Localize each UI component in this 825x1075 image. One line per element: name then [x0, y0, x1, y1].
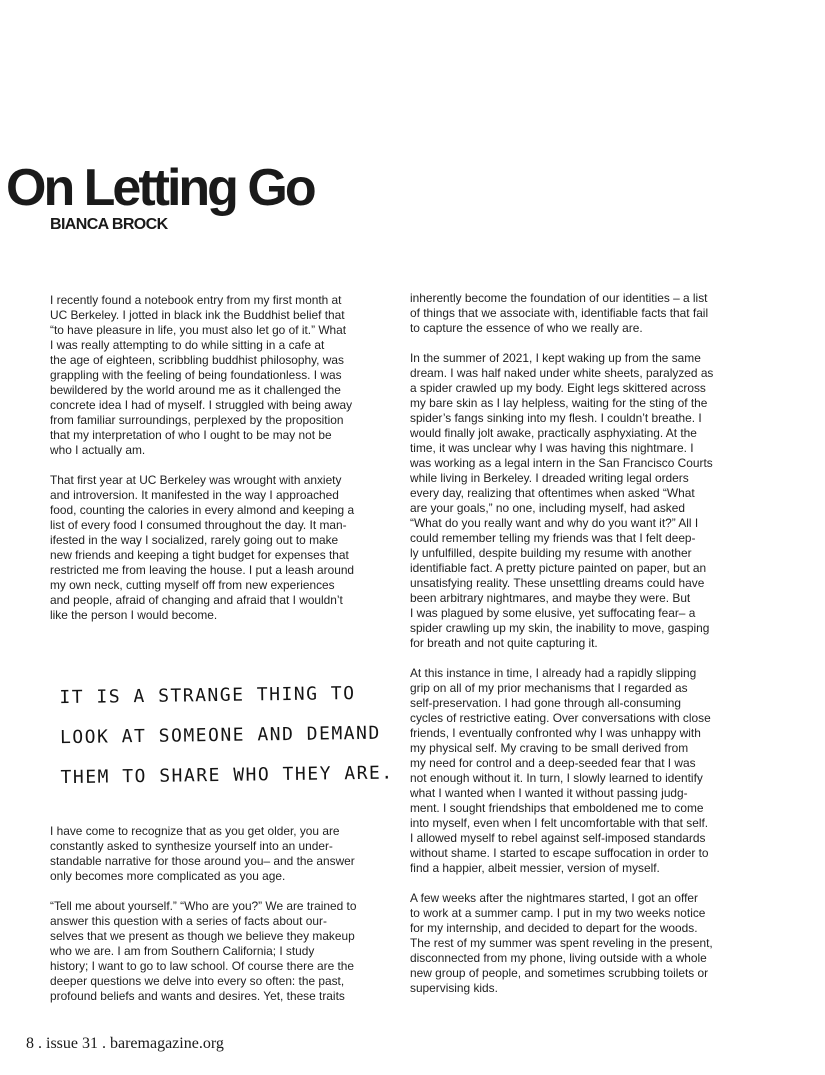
- text-line: A few weeks after the nightmares started, I got an offer: [410, 891, 698, 905]
- text-line: for breath and not quite capturing it.: [410, 636, 598, 650]
- text-line: I have come to recognize that as you get older, you are: [50, 824, 340, 838]
- text-line: time, it was unclear why I was having this nightmare. I: [410, 441, 694, 455]
- text-line: UC Berkeley. I jotted in black ink the Buddhist belief that: [50, 308, 345, 322]
- text-line: my bare skin as I lay helpless, waiting for the sting of the: [410, 396, 708, 410]
- paragraph-gap: [50, 884, 370, 899]
- text-line: new group of people, and sometimes scrubbing toilets or: [410, 966, 709, 980]
- text-line: to capture the essence of who we really are.: [410, 321, 643, 335]
- text-line: constantly asked to synthesize yourself into an under-: [50, 839, 333, 853]
- text-line: been arbitrary nightmares, and maybe they were. But: [410, 591, 691, 605]
- text-line: At this instance in time, I already had a rapidly slipping: [410, 666, 697, 680]
- text-line: dream. I was half naked under white sheets, paralyzed as: [410, 366, 714, 380]
- text-line: to work at a summer camp. I put in my two weeks notice: [410, 906, 706, 920]
- text-line: new friends and keeping a tight budget for expenses that: [50, 548, 349, 562]
- text-line: disconnected from my phone, living outside with a whole: [410, 951, 707, 965]
- text-line: I was really attempting to do while sitting in a cafe at: [50, 338, 325, 352]
- text-line: without shame. I started to escape suffocation in order to: [410, 846, 709, 860]
- text-line: of things that we associate with, identifiable facts that fail: [410, 306, 709, 320]
- left-column-lower: [50, 824, 370, 1004]
- text-line: history; I want to go to law school. Of course there are the: [50, 959, 355, 973]
- text-line: a spider crawled up my body. Eight legs skittered across: [410, 381, 706, 395]
- text-line: and people, afraid of changing and afraid that I wouldn’t: [50, 593, 343, 607]
- article-title: On Letting Go: [6, 159, 314, 217]
- text-line: bewildered by the world around me as it challenged the: [50, 383, 341, 397]
- text-line: the age of eighteen, scribbling buddhist philosophy, was: [50, 353, 344, 367]
- text-line: cycles of restrictive eating. Over conversations with close: [410, 711, 711, 725]
- text-line: could remember telling my friends was that I felt deep-: [410, 531, 696, 545]
- text-line: ly unfulfilled, despite building my resume with another: [410, 546, 692, 560]
- text-line: my need for control and a deep-seeded fear that I was: [410, 756, 696, 770]
- text-line: only becomes more complicated as you age.: [50, 869, 286, 883]
- text-line: spider’s fangs sinking into my flesh. I couldn’t breathe. I: [410, 411, 702, 425]
- quote-line: IT IS A STRANGE THING TO: [59, 683, 356, 709]
- text-line: like the person I would become.: [50, 608, 218, 622]
- text-line: not enough without it. In turn, I slowly learned to identify: [410, 771, 703, 785]
- text-line: profound beliefs and wants and desires. Yet, these traits: [50, 989, 345, 1003]
- text-line: “to have pleasure in life, you must also let go of it.” What: [50, 323, 347, 337]
- text-line: who we are. I am from Southern California; I study: [50, 944, 315, 958]
- text-line: inherently become the foundation of our identities – a list: [410, 291, 708, 305]
- paragraph-gap: [50, 458, 370, 473]
- text-line: find a happier, albeit messier, version of myself.: [410, 861, 660, 875]
- text-line: The rest of my summer was spent reveling in the present,: [410, 936, 713, 950]
- paragraph-gap: [410, 876, 730, 891]
- text-line: while living in Berkeley. I dreaded writing legal orders: [410, 471, 689, 485]
- text-line: identifiable fact. A pretty picture painted on paper, but an: [410, 561, 707, 575]
- text-line: answer this question with a series of facts about our-: [50, 914, 327, 928]
- text-line: I recently found a notebook entry from my first month at: [50, 293, 342, 307]
- quote-line: LOOK AT SOMEONE AND DEMAND: [59, 722, 381, 749]
- text-line: “What do you really want and why do you want it?” All I: [410, 516, 699, 530]
- text-line: friends, I eventually confronted why I was unhappy with: [410, 726, 701, 740]
- text-line: from familiar surroundings, perplexed by the proposition: [50, 413, 344, 427]
- text-line: that my interpretation of who I ought to be may not be: [50, 428, 332, 442]
- text-line: list of every food I consumed throughout the day. It man-: [50, 518, 347, 532]
- paragraph-gap: [410, 336, 730, 351]
- article-author: BIANCA BROCK: [50, 216, 168, 233]
- handwritten-pull-quote: [59, 674, 394, 798]
- text-line: into myself, even when I felt uncomfortable with that self.: [410, 816, 709, 830]
- text-line: “Tell me about yourself.” “Who are you?” We are trained to: [50, 899, 357, 913]
- text-line: grip on all of my prior mechanisms that I regarded as: [410, 681, 688, 695]
- text-line: would finally jolt awake, practically asphyxiating. At the: [410, 426, 697, 440]
- left-column-upper: [50, 293, 370, 623]
- text-line: supervising kids.: [410, 981, 498, 995]
- text-line: unsatisfying reality. These unsettling dreams could have: [410, 576, 705, 590]
- text-line: ifested in the way I socialized, rarely going out to make: [50, 533, 339, 547]
- text-line: ment. I sought friendships that emboldened me to come: [410, 801, 704, 815]
- text-line: who I actually am.: [50, 443, 146, 457]
- page-footer: 8 . issue 31 . baremagazine.org: [26, 1035, 224, 1052]
- text-line: what I wanted when I wanted it without passing judg-: [410, 786, 688, 800]
- text-line: my own neck, cutting myself off from new experiences: [50, 578, 335, 592]
- text-line: selves that we present as though we believe they makeup: [50, 929, 355, 943]
- text-line: In the summer of 2021, I kept waking up from the same: [410, 351, 701, 365]
- quote-line: THEM TO SHARE WHO THEY ARE.: [60, 762, 394, 789]
- text-line: are your goals,” no one, including myself, had asked: [410, 501, 685, 515]
- text-line: self-preservation. I had gone through all-consuming: [410, 696, 681, 710]
- text-line: and introversion. It manifested in the way I approached: [50, 488, 339, 502]
- text-line: I was plagued by some elusive, yet suffocating fear– a: [410, 606, 696, 620]
- text-line: was working as a legal intern in the San Francisco Courts: [410, 456, 713, 470]
- text-line: restricted me from leaving the house. I put a leash around: [50, 563, 355, 577]
- text-line: deeper questions we delve into every so often: the past,: [50, 974, 345, 988]
- text-line: every day, realizing that oftentimes when asked “What: [410, 486, 695, 500]
- right-column: [410, 291, 730, 996]
- text-line: spider crawling up my skin, the inability to move, gasping: [410, 621, 710, 635]
- text-line: standable narrative for those around you– and the answer: [50, 854, 355, 868]
- text-line: That first year at UC Berkeley was wrought with anxiety: [50, 473, 342, 487]
- text-line: food, counting the calories in every almond and keeping a: [50, 503, 355, 517]
- paragraph-gap: [410, 651, 730, 666]
- text-line: I allowed myself to rebel against self-imposed standards: [410, 831, 706, 845]
- text-line: concrete idea I had of myself. I struggled with being away: [50, 398, 353, 412]
- text-line: my physical self. My craving to be small derived from: [410, 741, 689, 755]
- text-line: for my internship, and decided to depart for the woods.: [410, 921, 698, 935]
- text-line: grappling with the feeling of being foundationless. I was: [50, 368, 342, 382]
